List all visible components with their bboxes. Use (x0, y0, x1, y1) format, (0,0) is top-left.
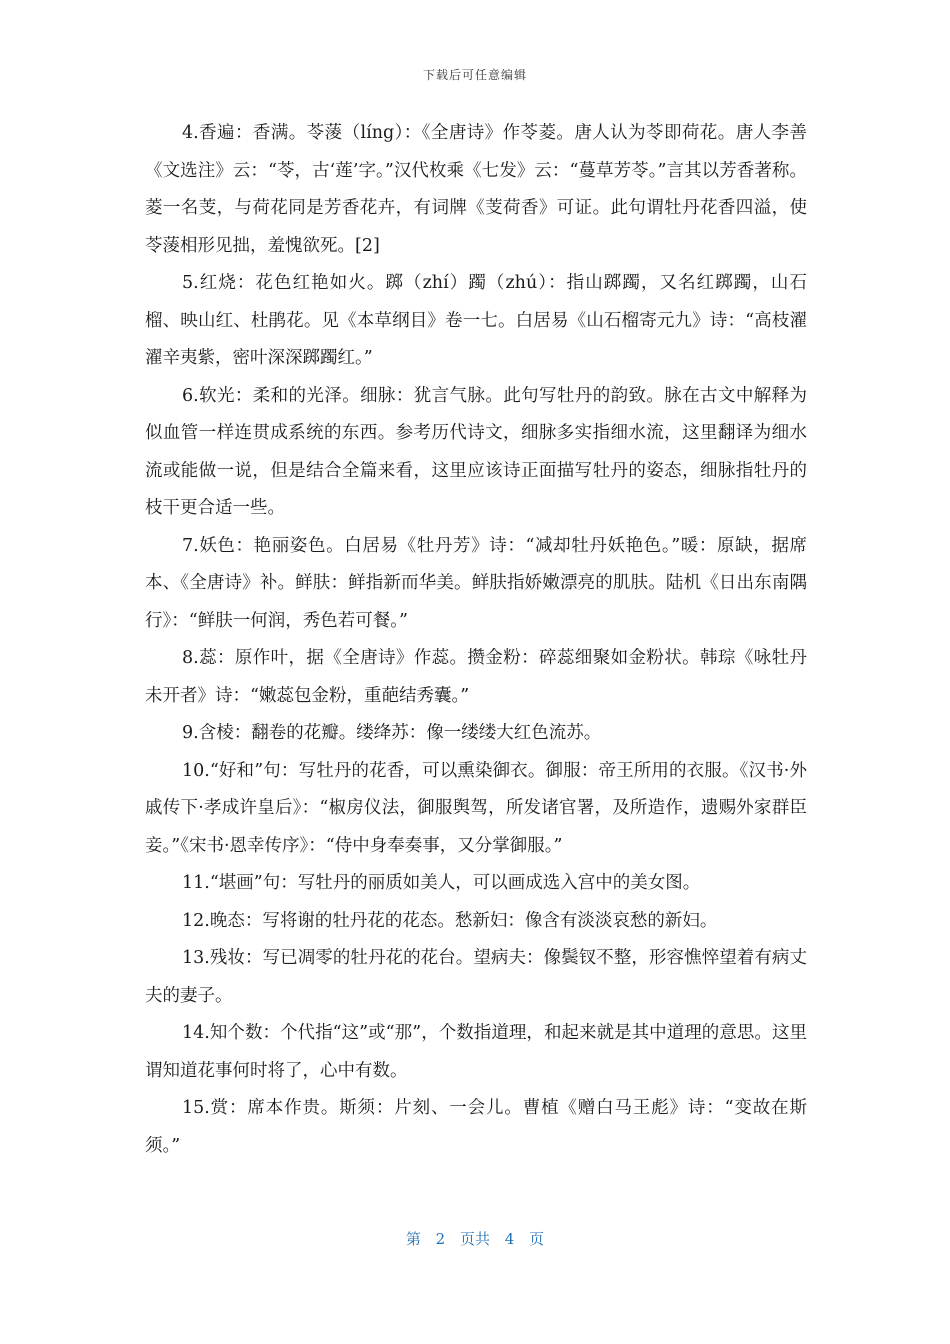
note-6: 6.软光：柔和的光泽。细脉：犹言气脉。此句写牡丹的韵致。脉在古文中解释为似血管一样连贯成系统的东西。参考历代诗文，细脉多实指细水流，这里翻译为细水流或能做一说，但是结合全篇来看，这里应该诗正面描写牡丹的姿态，细脉指牡丹的枝干更合适一些。 (145, 385, 807, 518)
note-14: 14.知个数：个代指“这”或“那”，个数指道理，和起来就是其中道理的意思。这里谓知道花事何时将了，心中有数。 (145, 1023, 807, 1081)
page-header: 下载后可任意编辑 (422, 68, 527, 82)
note-10: 10.“好和”句：写牡丹的花香，可以熏染御衣。御服：帝王所用的衣服。《汉书·外戚传下·孝成许皇后》：“椒房仪法，御服舆驾，所发诸官署，及所造作，遗赐外家群臣妾。”《宋书·恩幸传序》：“侍中身奉奏事，又分掌御服。” (145, 760, 807, 856)
page-number-footer: 第 2 页共 4 页 (405, 1230, 545, 1248)
note-11: 11.“堪画”句：写牡丹的丽质如美人，可以画成选入宫中的美女图。 (182, 873, 701, 893)
note-7: 7.妖色：艳丽姿色。白居易《牡丹芳》诗：“减却牡丹妖艳色。”暖：原缺，据席本、《全唐诗》补。鲜肤：鲜指新而华美。鲜肤指娇嫩漂亮的肌肤。陆机《日出东南隅行》：“鲜肤一何润，秀色若可餐。” (145, 535, 807, 631)
note-5: 5.红烧：花色红艳如火。踯（zhí）躅（zhú）：指山踯躅，又名红踯躅，山石榴、映山红、杜鹃花。见《本草纲目》卷一七。白居易《山石榴寄元九》诗：“高枝濯濯辛夷紫，密叶深深踯躅红。” (145, 273, 807, 368)
note-13: 13.残妆：写已凋零的牡丹花的花台。望病夫：像鬓钗不整，形容憔悴望着有病丈夫的妻子。 (145, 948, 807, 1006)
annotation-notes (145, 115, 807, 1165)
note-15: 15.赏：席本作贵。斯须：片刻、一会儿。曹植《赠白马王彪》诗：“变故在斯须。” (145, 1098, 807, 1156)
note-9: 9.含棱：翻卷的花瓣。缕绛苏：像一缕缕大红色流苏。 (182, 723, 602, 743)
note-12: 12.晚态：写将谢的牡丹花的花态。愁新妇：像含有淡淡哀愁的新妇。 (182, 910, 718, 931)
note-8: 8.蕊：原作叶，据《全唐诗》作蕊。攒金粉：碎蕊细聚如金粉状。韩琮《咏牡丹未开者》诗：“嫩蕊包金粉，重葩结秀囊。” (145, 648, 807, 706)
note-4: 4.香遍：香满。苓蔆（líng）：《全唐诗》作苓菱。唐人认为苓即荷花。唐人李善《文选注》云：“苓，古‘莲’字。”汉代枚乘《七发》云：“蔓草芳苓。”言其以芳香著称。菱一名芰，与荷花同是芳香花卉，有词牌《芰荷香》可证。此句谓牡丹花香四溢，使苓蔆相形见拙，羞愧欲死。[2] (145, 123, 807, 256)
